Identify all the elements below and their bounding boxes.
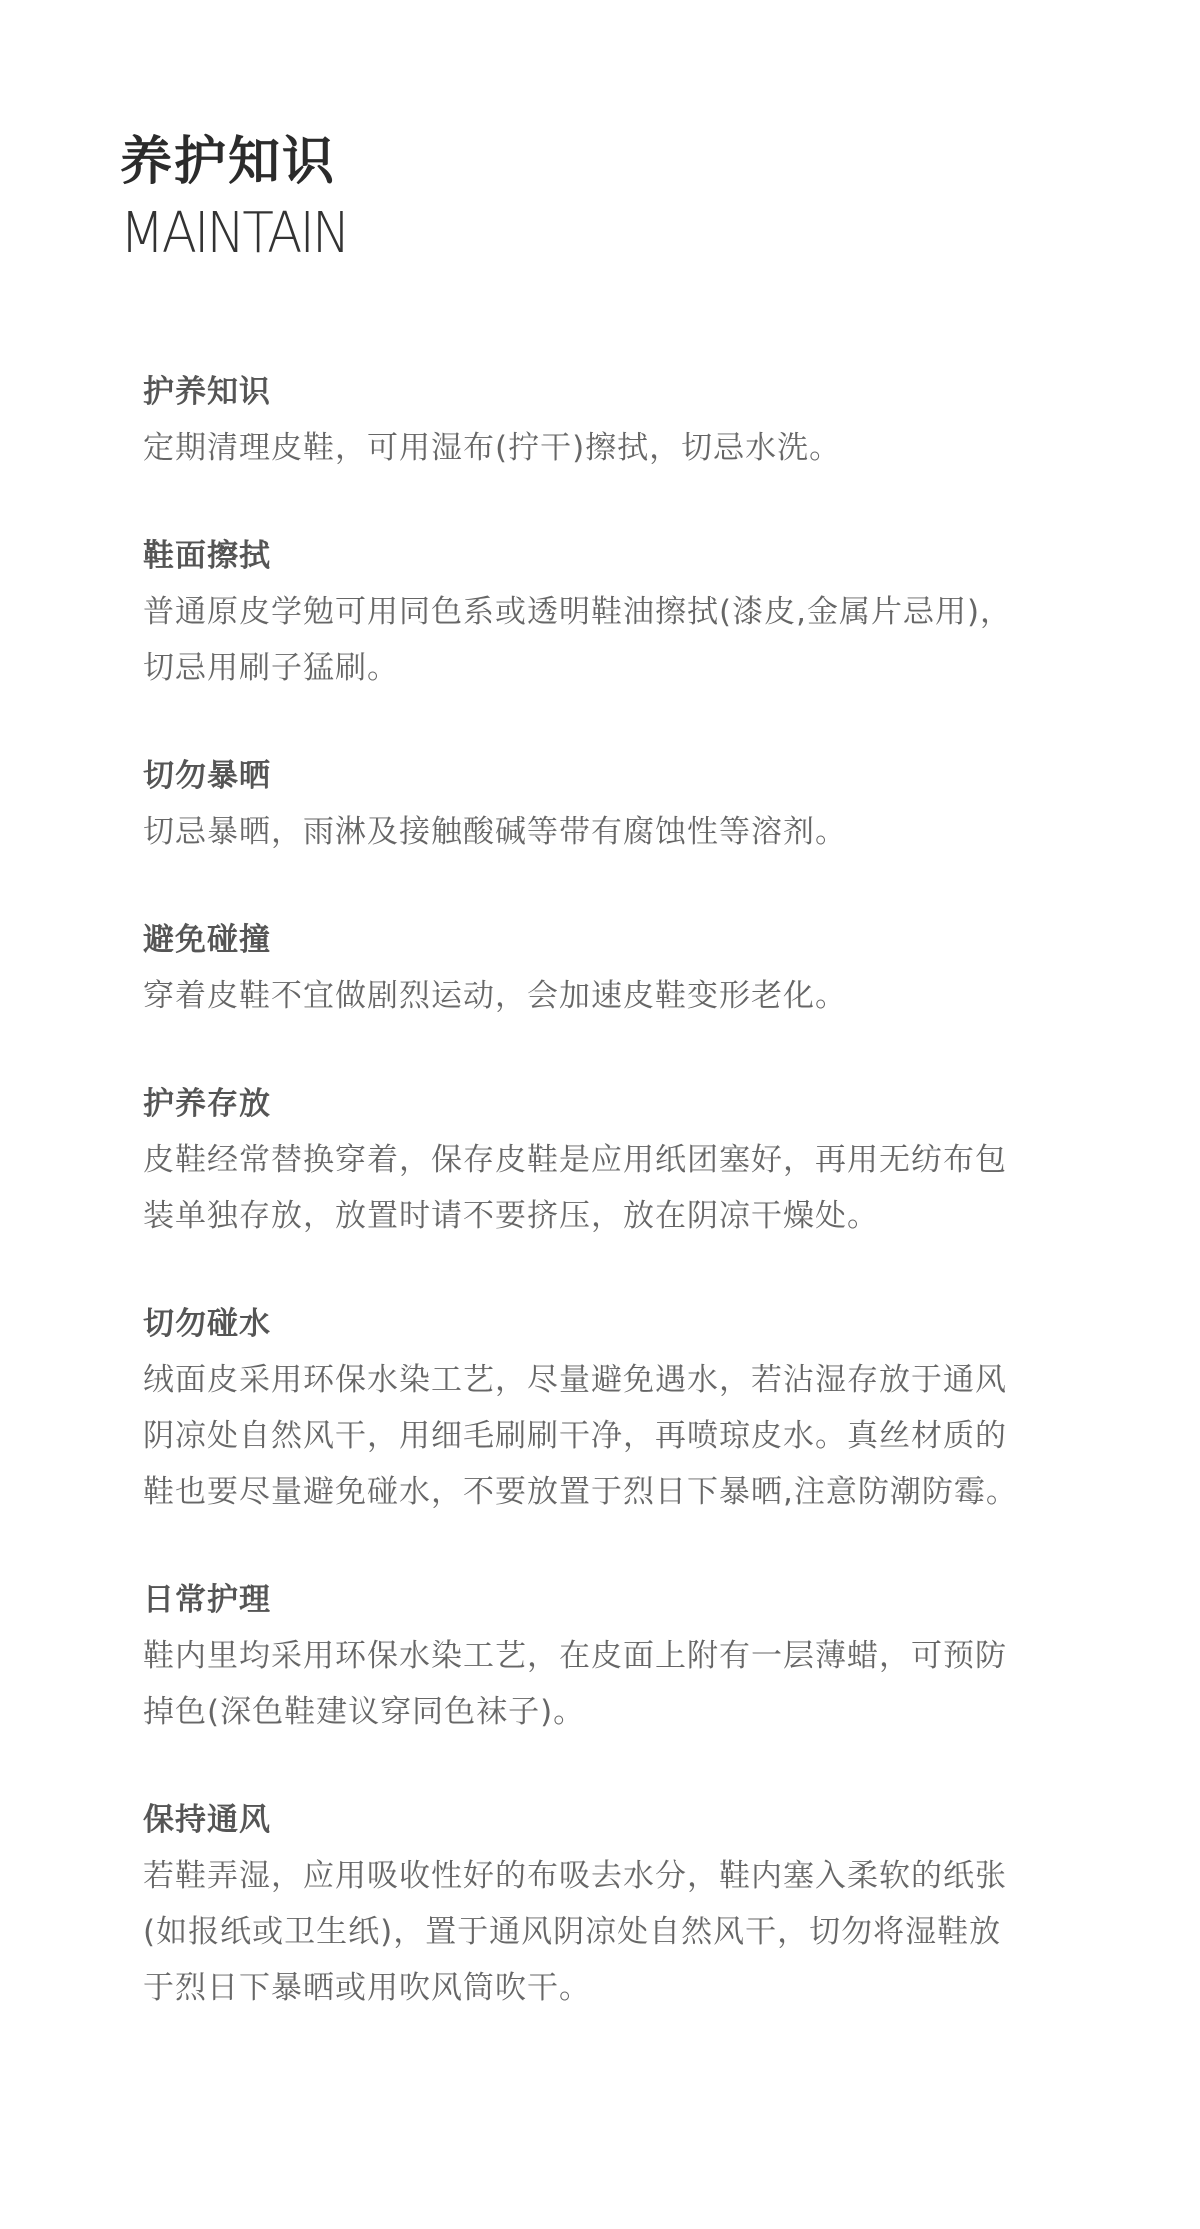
body-line: 鞋也要尽量避免碰水，不要放置于烈日下暴晒,注意防潮防霉。 xyxy=(143,1474,1018,1510)
section-care-knowledge xyxy=(143,368,1083,476)
section-body xyxy=(143,1848,1083,2016)
section-ventilation xyxy=(143,1796,1083,2016)
body-line: 切忌暴晒，雨淋及接触酸碱等带有腐蚀性等溶剂。 xyxy=(143,814,847,850)
body-line: 掉色(深色鞋建议穿同色袜子)。 xyxy=(143,1694,586,1730)
section-body xyxy=(143,968,1083,1024)
section-daily-care xyxy=(143,1576,1083,1740)
section-heading: 鞋面擦拭 xyxy=(143,538,271,574)
section-heading: 护养知识 xyxy=(143,374,271,410)
section-avoid-water xyxy=(143,1300,1083,1520)
page-subtitle: MAINTAIN xyxy=(120,201,348,266)
body-line: 装单独存放，放置时请不要挤压，放在阴凉干燥处。 xyxy=(143,1198,879,1234)
section-heading: 保持通风 xyxy=(143,1802,271,1838)
section-heading: 切勿暴晒 xyxy=(143,758,271,794)
section-storage xyxy=(143,1080,1083,1244)
section-upper-wiping xyxy=(143,532,1083,696)
body-line: 于烈日下暴晒或用吹风筒吹干。 xyxy=(143,1970,591,2006)
section-avoid-sun xyxy=(143,752,1083,860)
section-body xyxy=(143,1132,1083,1244)
section-heading: 护养存放 xyxy=(143,1086,271,1122)
body-line: 定期清理皮鞋，可用湿布(拧干)擦拭，切忌水洗。 xyxy=(143,430,842,466)
section-body xyxy=(143,1628,1083,1740)
section-heading: 切勿碰水 xyxy=(143,1306,271,1342)
body-line: 切忌用刷子猛刷。 xyxy=(143,650,399,686)
body-line: (如报纸或卫生纸)，置于通风阴凉处自然风干，切勿将湿鞋放 xyxy=(143,1914,1002,1950)
section-body xyxy=(143,584,1083,696)
page-title: 养护知识 xyxy=(120,132,337,192)
body-line: 穿着皮鞋不宜做剧烈运动，会加速皮鞋变形老化。 xyxy=(143,978,847,1014)
body-line: 普通原皮学勉可用同色系或透明鞋油擦拭(漆皮,金属片忌用)， xyxy=(143,594,1013,630)
section-body xyxy=(143,804,1083,860)
care-sections xyxy=(143,368,1083,2072)
body-line: 若鞋弄湿，应用吸收性好的布吸去水分，鞋内塞入柔软的纸张 xyxy=(143,1858,1007,1894)
page-header xyxy=(120,130,368,266)
body-line: 绒面皮采用环保水染工艺，尽量避免遇水，若沾湿存放于通风 xyxy=(143,1362,1007,1398)
section-body xyxy=(143,420,1083,476)
body-line: 阴凉处自然风干，用细毛刷刷干净，再喷琼皮水。真丝材质的 xyxy=(143,1418,1007,1454)
section-heading: 避免碰撞 xyxy=(143,922,271,958)
body-line: 鞋内里均采用环保水染工艺，在皮面上附有一层薄蜡，可预防 xyxy=(143,1638,1007,1674)
section-heading: 日常护理 xyxy=(143,1582,271,1618)
section-body xyxy=(143,1352,1083,1520)
body-line: 皮鞋经常替换穿着，保存皮鞋是应用纸团塞好，再用无纺布包 xyxy=(143,1142,1007,1178)
section-avoid-impact xyxy=(143,916,1083,1024)
